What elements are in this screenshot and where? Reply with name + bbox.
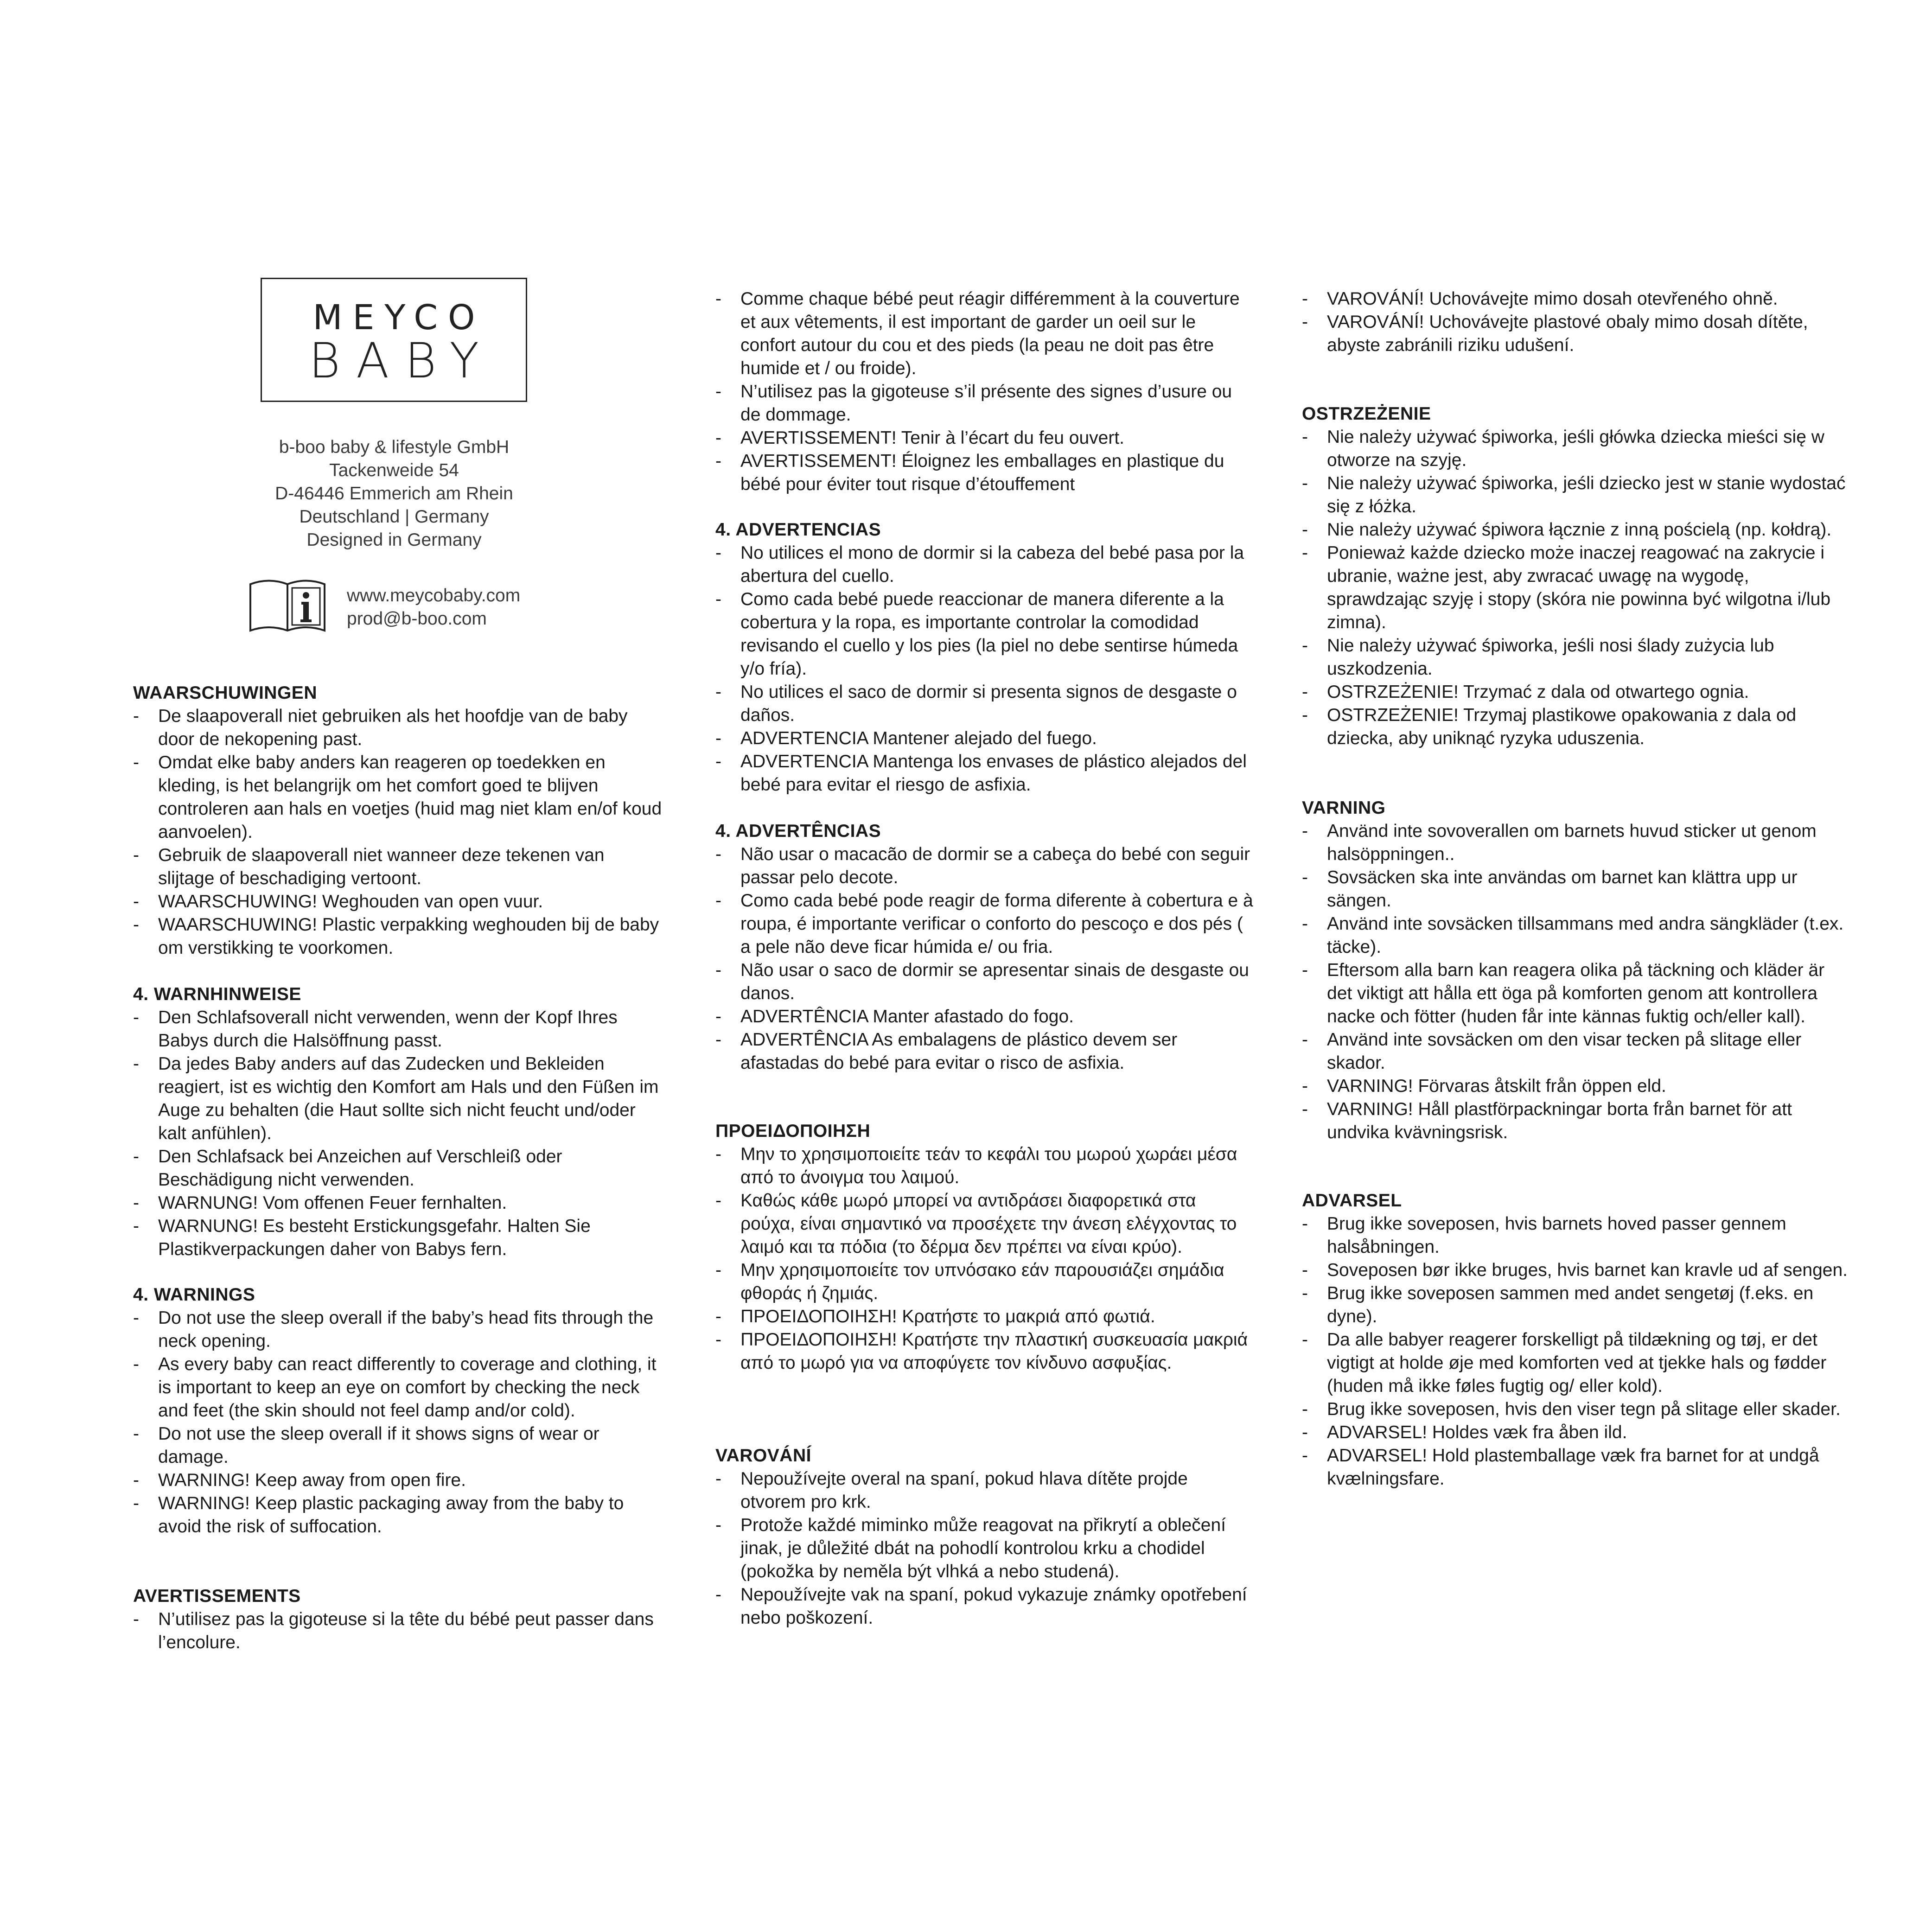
section-heading: AVERTISSEMENTS [133, 1586, 301, 1606]
list-item: - As every baby can react differently to coverage and clothing, it is important to keep an eye on comfort by checking the neck and feet (the skin should not feel damp and/or cold). [133, 1353, 664, 1422]
list-item: - Da alle babyer reagerer forskelligt på tildækning og tøj, er det vigtigt at holde øje med komforten ved at tjekke hals og fødder (huden må ikke føles fugtig og/ eller kold). [1302, 1328, 1849, 1398]
warning-list [1302, 1212, 1849, 1491]
contact-info [347, 584, 520, 631]
address-line: D-46446 Emmerich am Rhein [275, 484, 513, 504]
section-fr-continued [715, 287, 1253, 496]
list-item: - Do not use the sleep overall if the baby’s head fits through the neck opening. [133, 1307, 664, 1353]
section-es [715, 518, 1253, 797]
warning-list [715, 843, 1253, 1075]
section-pl [1302, 402, 1849, 750]
brand-logo-line1: MEYCO [312, 298, 485, 338]
list-item: - Καθώς κάθε μωρό μπορεί να αντιδράσει διαφορετικά στα ρούχα, είναι σημαντικό να προσέχετε την άνεση ελέγχοντας το λαιμό και τα πόδια (το δέρμα δεν πρέπει να είναι κρύο). [715, 1189, 1253, 1259]
list-item: - WARNING! Keep plastic packaging away from the baby to avoid the risk of suffocation. [133, 1492, 664, 1538]
section-heading: 4. ADVERTENCIAS [715, 520, 881, 540]
section-fr [133, 1585, 664, 1654]
section-nl [133, 682, 664, 960]
warning-list [133, 705, 664, 960]
list-item: - ADVARSEL! Holdes væk fra åben ild. [1302, 1421, 1849, 1444]
list-item: - AVERTISSEMENT! Tenir à l’écart du feu ouvert. [715, 427, 1253, 450]
section-heading: WAARSCHUWINGEN [133, 683, 317, 703]
section-cs [715, 1444, 1253, 1630]
list-item: - AVERTISSEMENT! Éloignez les emballages en plastique du bébé pour éviter tout risque d’étouffement [715, 450, 1253, 496]
list-item: - Protože každé miminko může reagovat na přikrytí a oblečení jinak, je důležité dbát na pohodlí kontrolou krku a chodidel (pokožka by neměla být vlhká a nebo studená). [715, 1514, 1253, 1583]
list-item: - ADVARSEL! Hold plastemballage væk fra barnet for at undgå kvælningsfare. [1302, 1444, 1849, 1491]
section-heading: 4. WARNINGS [133, 1285, 255, 1305]
list-item: - Μην χρησιμοποιείτε τον υπνόσακο εάν παρουσιάζει σημάδια φθοράς ή ζημιάς. [715, 1259, 1253, 1305]
list-item: - No utilices el mono de dormir si la cabeza del bebé pasa por la abertura del cuello. [715, 542, 1253, 588]
list-item: - Omdat elke baby anders kan reageren op toedekken en kleding, is het belangrijk om het comfort goed te blijven controleren aan hals en voetjes (huid mag niet klam en/of koud aanvoelen). [133, 751, 664, 844]
section-sv [1302, 797, 1849, 1144]
section-pt [715, 820, 1253, 1075]
info-book-icon [246, 575, 329, 635]
address-line: Designed in Germany [306, 530, 482, 550]
list-item: - Brug ikke soveposen sammen med andet sengetøj (f.eks. en dyne). [1302, 1282, 1849, 1328]
list-item: - Nie należy używać śpiworka, jeśli dziecko jest w stanie wydostać się z łóżka. [1302, 472, 1849, 518]
list-item: - Den Schlafsoverall nicht verwenden, wenn der Kopf Ihres Babys durch die Halsöffnung passt. [133, 1006, 664, 1052]
section-en [133, 1283, 664, 1538]
list-item: - Brug ikke soveposen, hvis barnets hoved passer gennem halsåbningen. [1302, 1212, 1849, 1259]
section-heading: 4. ADVERTÊNCIAS [715, 821, 881, 841]
list-item: - Gebruik de slaapoverall niet wanneer deze tekenen van slijtage of beschadiging vertoont. [133, 844, 664, 890]
section-heading: OSTRZEŻENIE [1302, 404, 1431, 424]
list-item: - Eftersom alla barn kan reagera olika på täckning och kläder är det viktigt att hålla ett öga på komforten genom att kontrollera nacke och fötter (huden får inte kännas fuktig och/eller kall). [1302, 959, 1849, 1028]
list-item: - Använd inte sovsäcken om den visar tecken på slitage eller skador. [1302, 1028, 1849, 1075]
warning-list [133, 1006, 664, 1261]
warning-list [1302, 820, 1849, 1144]
list-item: - Do not use the sleep overall if it shows signs of wear or damage. [133, 1422, 664, 1469]
section-heading: VARNING [1302, 798, 1386, 818]
list-item: - VAROVÁNÍ! Uchovávejte plastové obaly mimo dosah dítěte, abyste zabránili riziku udušení. [1302, 311, 1849, 357]
section-heading: ADVARSEL [1302, 1191, 1402, 1211]
list-item: - De slaapoverall niet gebruiken als het hoofdje van de baby door de nekopening past. [133, 705, 664, 751]
list-item: - WARNUNG! Es besteht Erstickungsgefahr. Halten Sie Plastikverpackungen daher von Babys fern. [133, 1215, 664, 1261]
email-link[interactable]: prod@b-boo.com [347, 609, 487, 629]
address-line: Deutschland | Germany [299, 507, 489, 527]
list-item: - ΠΡΟΕΙΔΟΠΟΙΗΣΗ! Κρατήστε το μακριά από φωτιά. [715, 1305, 1253, 1328]
list-item: - WAARSCHUWING! Weghouden van open vuur. [133, 890, 664, 913]
list-item: - Sovsäcken ska inte användas om barnet kan klättra upp ur sängen. [1302, 866, 1849, 912]
list-item: - Nepoužívejte vak na spaní, pokud vykazuje známky opotřebení nebo poškození. [715, 1583, 1253, 1630]
brand-logo [261, 278, 527, 402]
section-heading: VAROVÁNÍ [715, 1446, 811, 1466]
list-item: - Como cada bebé pode reagir de forma diferente à cobertura e à roupa, é importante verificar o conforto do pescoço e dos pés ( a pele não deve ficar húmida e/ ou fria. [715, 889, 1253, 959]
list-item: - ADVERTENCIA Mantenga los envases de plástico alejados del bebé para evitar el riesgo de asfixia. [715, 750, 1253, 797]
section-cs-continued [1302, 287, 1849, 357]
warning-list [133, 1307, 664, 1538]
list-item: - VARNING! Håll plastförpackningar borta från barnet för att undvika kvävningsrisk. [1302, 1098, 1849, 1144]
list-item: - Nie należy używać śpiworka, jeśli nosi ślady zużycia lub uszkodzenia. [1302, 634, 1849, 681]
list-item: - Nie należy używać śpiwora łącznie z inną pościelą (np. kołdrą). [1302, 518, 1849, 542]
brand-logo-line2: BABY [308, 332, 495, 389]
list-item: - OSTRZEŻENIE! Trzymaj plastikowe opakowania z dala od dziecka, aby uniknąć ryzyka uduszenia. [1302, 704, 1849, 750]
address-line: Tackenweide 54 [329, 460, 459, 480]
list-item: - N’utilisez pas la gigoteuse s’il présente des signes d’usure ou de dommage. [715, 380, 1253, 427]
list-item: - Soveposen bør ikke bruges, hvis barnet kan kravle ud af sengen. [1302, 1259, 1849, 1282]
list-item: - OSTRZEŻENIE! Trzymać z dala od otwartego ognia. [1302, 681, 1849, 704]
warning-list [715, 542, 1253, 797]
company-address [232, 436, 556, 552]
list-item: - VAROVÁNÍ! Uchovávejte mimo dosah otevřeného ohně. [1302, 287, 1849, 311]
list-item: - Ponieważ każde dziecko może inaczej reagować na zakrycie i ubranie, ważne jest, aby zwracać uwagę na wygodę, sprawdzając szyję i stopy (skóra nie powinna być wilgotna i/lub zimna). [1302, 542, 1849, 634]
list-item: - Não usar o macacão de dormir se a cabeça do bebé con seguir passar pelo decote. [715, 843, 1253, 889]
section-heading: ΠΡΟΕΙΔΟΠΟΙΗΣΗ [715, 1121, 871, 1141]
list-item: - ADVERTENCIA Mantener alejado del fuego. [715, 727, 1253, 750]
list-item: - ADVERTÊNCIA As embalagens de plástico devem ser afastadas do bebé para evitar o risco de asfixia. [715, 1028, 1253, 1075]
warning-list [133, 1608, 664, 1654]
list-item: - Brug ikke soveposen, hvis den viser tegn på slitage eller skader. [1302, 1398, 1849, 1421]
list-item: - Μην το χρησιμοποιείτε τεάν το κεφάλι του μωρού χωράει μέσα από το άνοιγμα του λαιμού. [715, 1143, 1253, 1189]
section-el [715, 1120, 1253, 1375]
list-item: - WARNING! Keep away from open fire. [133, 1469, 664, 1492]
section-heading: 4. WARNHINWEISE [133, 984, 301, 1004]
list-item: - Não usar o saco de dormir se apresentar sinais de desgaste ou danos. [715, 959, 1253, 1005]
list-item: - Comme chaque bébé peut réagir différemment à la couverture et aux vêtements, il est important de garder un oeil sur le confort autour du cou et des pieds (la peau ne doit pas être humide et / ou froide). [715, 287, 1253, 380]
list-item: - Nie należy używać śpiworka, jeśli główka dziecka mieści się w otworze na szyję. [1302, 426, 1849, 472]
list-item: - Använd inte sovsäcken tillsammans med andra sängkläder (t.ex. täcke). [1302, 912, 1849, 959]
warning-list [1302, 426, 1849, 750]
list-item: - ΠΡΟΕΙΔΟΠΟΙΗΣΗ! Κρατήστε την πλαστική συσκευασία μακριά από το μωρό για να αποφύγετε τον κίνδυνο ασφυξίας. [715, 1328, 1253, 1375]
warning-list [715, 1143, 1253, 1375]
list-item: - ADVERTÊNCIA Manter afastado do fogo. [715, 1005, 1253, 1028]
section-da [1302, 1189, 1849, 1491]
section-de [133, 983, 664, 1261]
warning-list [715, 1467, 1253, 1630]
list-item: - WARNUNG! Vom offenen Feuer fernhalten. [133, 1192, 664, 1215]
warning-list [1302, 287, 1849, 357]
list-item: - WAARSCHUWING! Plastic verpakking weghouden bij de baby om verstikking te voorkomen. [133, 913, 664, 960]
list-item: - Da jedes Baby anders auf das Zudecken und Bekleiden reagiert, ist es wichtig den Komfort am Hals und den Füßen im Auge zu behalten (die Haut sollte sich nicht feucht und/oder kalt anfühlen). [133, 1052, 664, 1145]
list-item: - Den Schlafsack bei Anzeichen auf Verschleiß oder Beschädigung nicht verwenden. [133, 1145, 664, 1192]
list-item: - Använd inte sovoverallen om barnets huvud sticker ut genom halsöppningen.. [1302, 820, 1849, 866]
list-item: - Como cada bebé puede reaccionar de manera diferente a la cobertura y la ropa, es importante controlar la comodidad revisando el cuello y los pies (la piel no debe sentirse húmeda y/o fría). [715, 588, 1253, 681]
warning-list [715, 287, 1253, 496]
list-item: - No utilices el saco de dormir si presenta signos de desgaste o daños. [715, 681, 1253, 727]
list-item: - VARNING! Förvaras åtskilt från öppen eld. [1302, 1075, 1849, 1098]
list-item: - N’utilisez pas la gigoteuse si la tête du bébé peut passer dans l’encolure. [133, 1608, 664, 1654]
list-item: - Nepoužívejte overal na spaní, pokud hlava dítěte projde otvorem pro krk. [715, 1467, 1253, 1514]
website-link[interactable]: www.meycobaby.com [347, 586, 521, 606]
address-line: b-boo baby & lifestyle GmbH [279, 437, 510, 457]
